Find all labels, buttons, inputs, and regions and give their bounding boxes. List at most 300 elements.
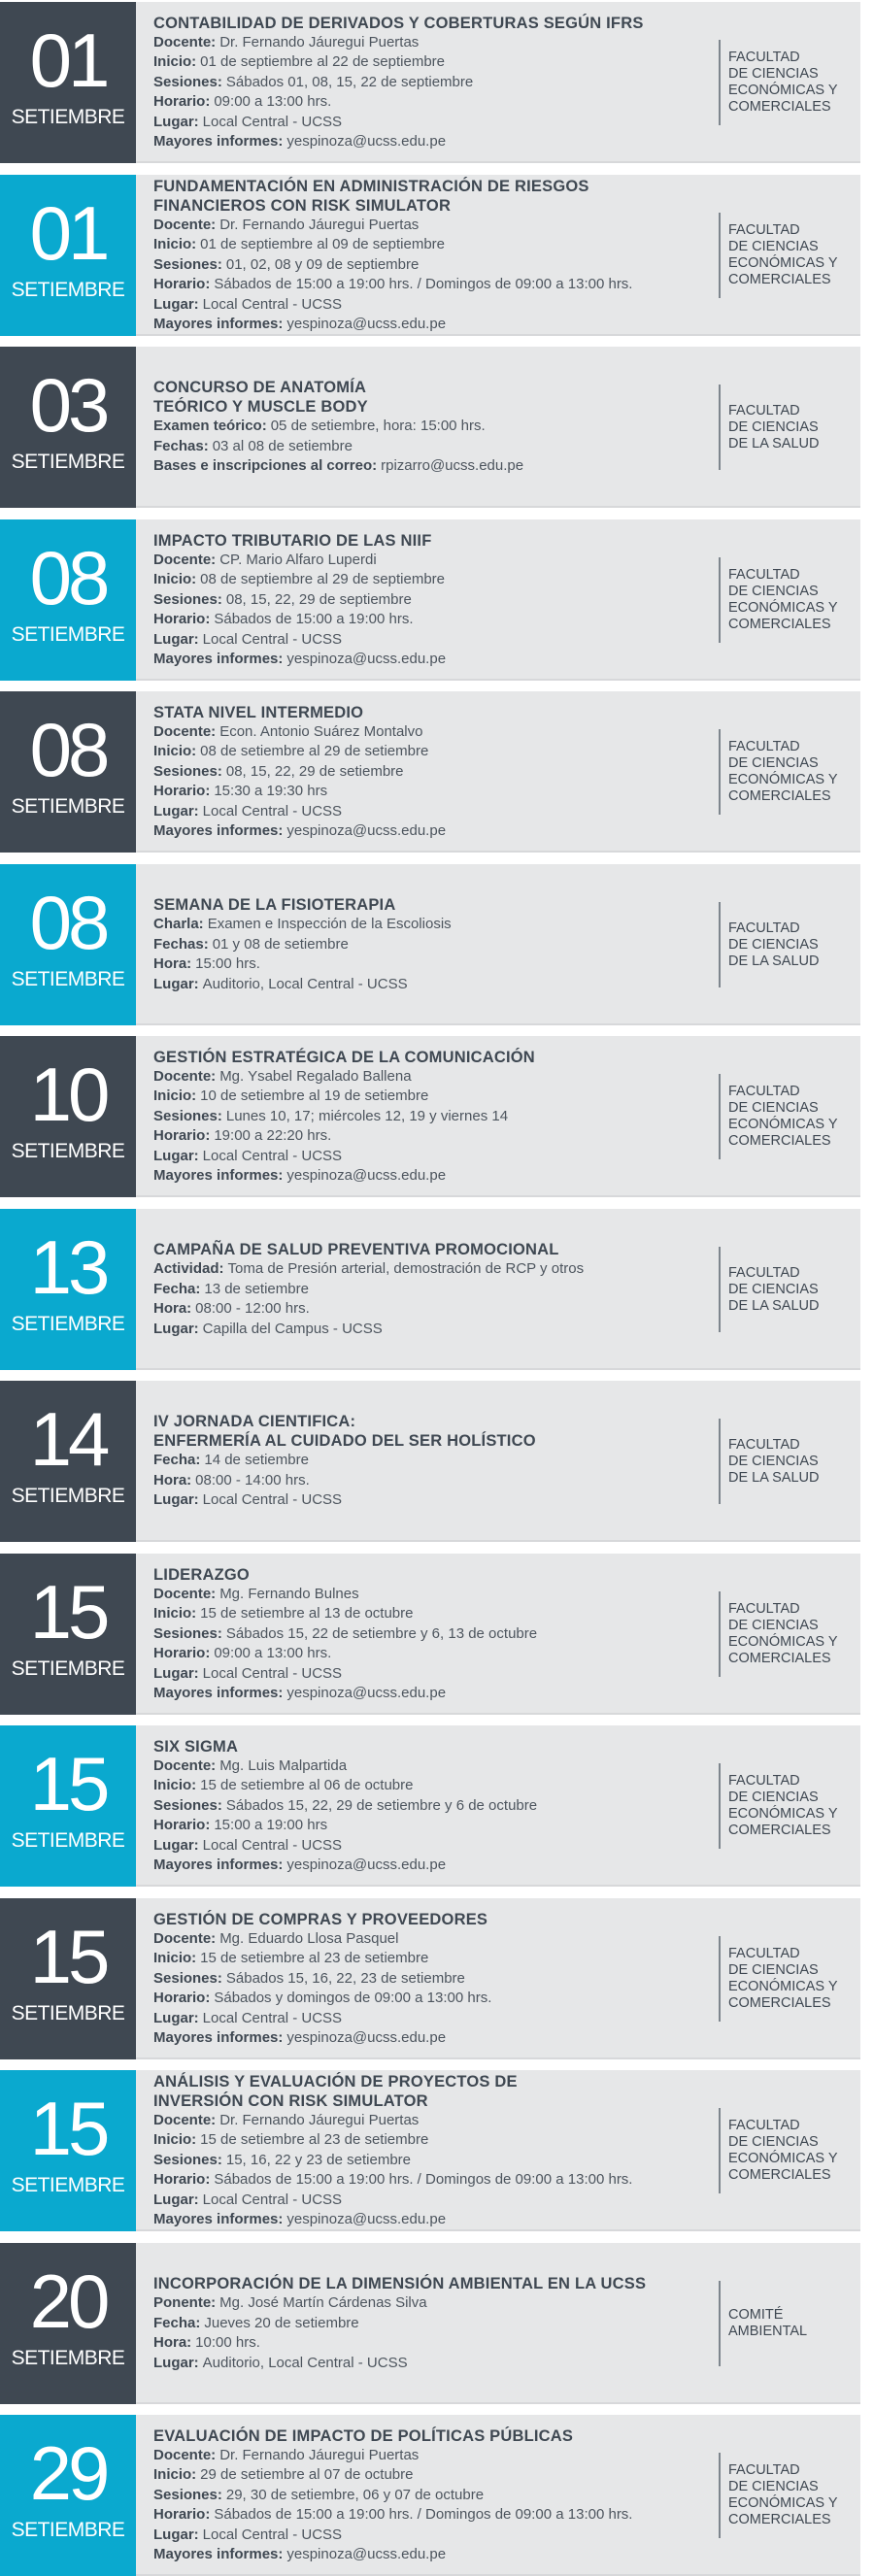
event-card [0, 2070, 860, 2231]
event-day: 01 [29, 190, 107, 276]
event-faculty [728, 691, 855, 853]
event-detail-value: Local Central - UCSS [202, 1836, 343, 1854]
event-title [153, 177, 707, 216]
event-detail-row [153, 132, 707, 152]
event-faculty-line: ECONÓMICAS Y [728, 772, 838, 787]
event-detail-label: Horario: [153, 1645, 211, 1661]
event-detail-row [153, 417, 707, 437]
event-faculty [728, 2243, 855, 2404]
event-detail-value: 08:00 - 12:00 hrs. [195, 1300, 310, 1317]
event-card [0, 1725, 860, 1887]
event-faculty-line: DE LA SALUD [728, 1297, 820, 1314]
event-faculty-line: FACULTAD [728, 567, 800, 583]
event-title-line: LIDERAZGO [153, 1565, 250, 1584]
event-detail-label: Inicio: [153, 571, 197, 587]
event-month: SETIEMBRE [11, 795, 125, 818]
event-faculty-line: COMITÉ [728, 2307, 784, 2323]
event-detail-row [153, 1684, 707, 1704]
event-title [153, 1240, 707, 1259]
event-faculty-line: COMERCIALES [728, 1651, 831, 1666]
event-detail-label: Lugar: [153, 295, 199, 313]
event-detail-label: Fecha: [153, 2314, 201, 2331]
event-detail-value: 01, 02, 08 y 09 de septiembre [225, 255, 420, 273]
event-detail-value: 15 de setiembre al 13 de octubre [200, 1605, 414, 1622]
event-detail-value: 13 de setiembre [204, 1280, 309, 1297]
event-faculty-line: ECONÓMICAS Y [728, 83, 838, 98]
event-faculty-text [728, 2118, 838, 2184]
event-detail-label: Mayores informes: [153, 1167, 284, 1184]
event-detail-value: Toma de Presión arterial, demostración de RCP y otros [227, 1260, 585, 1277]
event-divider [719, 729, 721, 815]
event-faculty [728, 1036, 855, 1197]
event-card [0, 864, 860, 1025]
event-title-line: SIX SIGMA [153, 1737, 239, 1756]
event-faculty-text [728, 1773, 838, 1839]
event-title [153, 2426, 707, 2446]
event-faculty [728, 519, 855, 681]
event-title [153, 1910, 707, 1929]
event-info [153, 1209, 707, 1370]
event-month: SETIEMBRE [11, 1485, 125, 1507]
event-details [153, 1259, 707, 1339]
event-detail-value: Local Central - UCSS [202, 2009, 343, 2026]
event-detail-label: Sesiones: [153, 1624, 222, 1642]
event-detail-value: Local Central - UCSS [202, 295, 343, 313]
event-detail-value: 15 de setiembre al 06 de octubre [200, 1777, 414, 1793]
event-detail-row [153, 1471, 707, 1491]
event-title [153, 378, 707, 417]
event-faculty [728, 347, 855, 508]
event-detail-label: Inicio: [153, 236, 197, 252]
event-title-line: ENFERMERÍA AL CUIDADO DEL SER HOLÍSTICO [153, 1432, 536, 1451]
event-date-badge [0, 1725, 136, 1887]
event-detail-value: 15:00 hrs. [195, 955, 260, 972]
event-detail-value: Sábados 01, 08, 15, 22 de septiembre [225, 73, 474, 90]
event-detail-label: Lugar: [153, 1491, 199, 1509]
event-detail-label: Sesiones: [153, 73, 222, 90]
event-detail-row [153, 954, 707, 975]
event-info [153, 347, 707, 508]
event-faculty-line: DE CIENCIAS [728, 2134, 819, 2150]
event-title-line: TEÓRICO Y MUSCLE BODY [153, 398, 368, 417]
event-detail-row [153, 610, 707, 630]
event-detail-row [153, 2505, 707, 2526]
event-date-badge [0, 1036, 136, 1197]
event-detail-label: Hora: [153, 1300, 192, 1317]
event-detail-label: Bases e inscripciones al correo: [153, 457, 378, 475]
event-info [153, 1898, 707, 2059]
event-month: SETIEMBRE [11, 1829, 125, 1852]
event-detail-value: Econ. Antonio Suárez Montalvo [219, 722, 423, 740]
event-faculty-line: DE CIENCIAS [728, 1281, 819, 1297]
event-day: 14 [29, 1396, 107, 1482]
event-detail-row [153, 295, 707, 316]
event-detail-label: Actividad: [153, 1260, 224, 1277]
event-detail-value: Mg. Luis Malpartida [219, 1756, 348, 1774]
event-detail-value: 08 de setiembre al 29 de setiembre [200, 743, 429, 759]
event-details [153, 2293, 707, 2373]
event-detail-row [153, 1664, 707, 1685]
event-faculty-text [728, 1946, 838, 2012]
event-detail-row [153, 722, 707, 743]
event-title-line: FINANCIEROS CON RISK SIMULATOR [153, 196, 452, 215]
event-detail-value: yespinoza@ucss.edu.pe [286, 651, 447, 667]
event-detail-value: Sábados 15, 22, 29 de setiembre y 6 de octubre [225, 1796, 538, 1814]
event-detail-label: Lugar: [153, 802, 199, 820]
event-detail-row [153, 975, 707, 995]
event-faculty-line: ECONÓMICAS Y [728, 1117, 838, 1132]
event-faculty-line: COMERCIALES [728, 2512, 831, 2527]
event-detail-row [153, 1451, 707, 1471]
event-detail-value: Examen e Inspección de la Escoliosis [207, 916, 452, 932]
event-detail-label: Mayores informes: [153, 1685, 284, 1701]
event-detail-row [153, 802, 707, 822]
event-detail-value: Local Central - UCSS [202, 2526, 343, 2543]
event-detail-row [153, 2151, 707, 2171]
event-faculty-line: ECONÓMICAS Y [728, 255, 838, 271]
event-faculty-line: COMERCIALES [728, 1133, 831, 1149]
event-faculty-line: COMERCIALES [728, 617, 831, 632]
event-faculty-text [728, 403, 820, 452]
event-detail-label: Horario: [153, 93, 211, 110]
event-detail-value: 08:00 - 14:00 hrs. [195, 1471, 310, 1489]
event-detail-row [153, 113, 707, 133]
event-date-badge [0, 347, 136, 508]
event-faculty-line: DE LA SALUD [728, 953, 820, 969]
event-detail-value: Local Central - UCSS [202, 1147, 343, 1164]
event-detail-value: Mg. Fernando Bulnes [219, 1585, 359, 1602]
event-title-line: CONCURSO DE ANATOMÍA [153, 379, 367, 397]
event-detail-label: Fecha: [153, 1452, 201, 1469]
event-detail-label: Fechas: [153, 935, 209, 953]
event-card [0, 2415, 860, 2576]
event-date-badge [0, 175, 136, 336]
event-detail-row [153, 2130, 707, 2151]
event-faculty [728, 1725, 855, 1887]
event-detail-row [153, 2486, 707, 2506]
event-detail-row [153, 1644, 707, 1664]
event-detail-label: Sesiones: [153, 1969, 222, 1987]
event-faculty [728, 1381, 855, 1542]
event-faculty-line: DE LA SALUD [728, 1469, 820, 1486]
event-detail-row [153, 1949, 707, 1969]
event-faculty [728, 2415, 855, 2576]
event-faculty-line: DE CIENCIAS [728, 755, 819, 771]
event-detail-row [153, 1604, 707, 1624]
event-detail-value: Local Central - UCSS [202, 630, 343, 648]
event-month: SETIEMBRE [11, 2002, 125, 2024]
event-faculty-line: DE CIENCIAS [728, 1453, 819, 1469]
event-detail-row [153, 570, 707, 590]
event-day: 10 [29, 1052, 107, 1137]
event-details [153, 417, 707, 477]
event-faculty-line: FACULTAD [728, 402, 800, 418]
event-detail-value: 05 de setiembre, hora: 15:00 hrs. [270, 418, 486, 435]
event-title-line: STATA NIVEL INTERMEDIO [153, 703, 364, 721]
event-title-line: EVALUACIÓN DE IMPACTO DE POLÍTICAS PÚBLICAS [153, 2426, 574, 2445]
event-title-line: CAMPAÑA DE SALUD PREVENTIVA PROMOCIONAL [153, 1241, 559, 1258]
event-detail-value: yespinoza@ucss.edu.pe [286, 1167, 447, 1184]
event-details [153, 1067, 707, 1187]
event-detail-label: Mayores informes: [153, 822, 284, 839]
event-detail-label: Docente: [153, 33, 217, 50]
event-detail-label: Sesiones: [153, 255, 222, 273]
event-detail-value: rpizarro@ucss.edu.pe [381, 457, 524, 475]
event-day: 08 [29, 707, 107, 792]
event-detail-label: Lugar: [153, 1664, 199, 1682]
event-day: 15 [29, 1569, 107, 1655]
event-faculty-line: ECONÓMICAS Y [728, 2151, 838, 2166]
event-detail-value: 15:30 a 19:30 hrs [214, 783, 328, 799]
event-faculty-text [728, 920, 820, 970]
event-detail-label: Inicio: [153, 743, 197, 759]
event-title [153, 1048, 707, 1067]
event-day: 15 [29, 1914, 107, 1999]
event-detail-row [153, 1929, 707, 1950]
event-detail-label: Docente: [153, 722, 217, 740]
event-detail-label: Hora: [153, 2334, 192, 2351]
event-date-badge [0, 2, 136, 163]
event-detail-label: Lugar: [153, 1320, 199, 1337]
event-card [0, 519, 860, 681]
event-detail-label: Docente: [153, 1929, 217, 1947]
event-detail-row [153, 551, 707, 571]
event-date-badge [0, 864, 136, 1025]
event-detail-value: 08, 15, 22, 29 de septiembre [225, 590, 412, 608]
event-detail-value: Sábados de 15:00 a 19:00 hrs. [214, 611, 414, 627]
event-detail-row [153, 915, 707, 935]
event-detail-label: Mayores informes: [153, 2029, 284, 2046]
event-divider [719, 2453, 721, 2538]
event-detail-label: Inicio: [153, 2131, 197, 2148]
event-detail-row [153, 2354, 707, 2374]
event-faculty-line: COMERCIALES [728, 788, 831, 804]
event-faculty-text [728, 739, 838, 805]
event-date-badge [0, 1209, 136, 1370]
event-detail-value: 14 de setiembre [204, 1452, 309, 1469]
event-faculty-text [728, 222, 838, 288]
event-detail-label: Inicio: [153, 2466, 197, 2483]
event-detail-value: Dr. Fernando Jáuregui Puertas [219, 2446, 420, 2463]
event-faculty-text [728, 1601, 838, 1667]
event-detail-row [153, 92, 707, 113]
event-title-line: INVERSIÓN CON RISK SIMULATOR [153, 2091, 428, 2110]
event-details [153, 551, 707, 670]
event-detail-label: Horario: [153, 2171, 211, 2188]
event-faculty [728, 2, 855, 163]
event-detail-row [153, 1259, 707, 1280]
event-faculty-line: FACULTAD [728, 1264, 800, 1281]
event-details [153, 915, 707, 994]
event-detail-label: Docente: [153, 1067, 217, 1085]
event-title-line: IMPACTO TRIBUTARIO DE LAS NIIF [153, 531, 432, 550]
event-detail-value: Sábados y domingos de 09:00 a 13:00 hrs. [214, 1990, 492, 2006]
event-detail-row [153, 2465, 707, 2486]
event-detail-row [153, 1989, 707, 2009]
event-detail-value: 09:00 a 13:00 hrs. [214, 93, 332, 110]
event-detail-label: Lugar: [153, 2354, 199, 2371]
event-detail-row [153, 2545, 707, 2565]
event-detail-label: Docente: [153, 551, 217, 568]
event-detail-value: Dr. Fernando Jáuregui Puertas [219, 33, 420, 50]
event-faculty-line: ECONÓMICAS Y [728, 1634, 838, 1650]
event-month: SETIEMBRE [11, 1657, 125, 1680]
event-detail-value: yespinoza@ucss.edu.pe [286, 316, 447, 332]
event-card [0, 175, 860, 336]
event-detail-row [153, 1280, 707, 1300]
event-month: SETIEMBRE [11, 106, 125, 128]
event-faculty [728, 2070, 855, 2231]
event-day: 15 [29, 1741, 107, 1826]
event-detail-row [153, 235, 707, 255]
event-date-badge [0, 2243, 136, 2404]
event-month: SETIEMBRE [11, 1313, 125, 1335]
event-detail-value: yespinoza@ucss.edu.pe [286, 822, 447, 839]
event-detail-label: Inicio: [153, 1087, 197, 1104]
event-detail-row [153, 1836, 707, 1857]
event-day: 08 [29, 535, 107, 620]
event-detail-label: Docente: [153, 1756, 217, 1774]
event-detail-label: Horario: [153, 611, 211, 627]
event-faculty-line: ECONÓMICAS Y [728, 1979, 838, 1994]
event-detail-row [153, 821, 707, 842]
event-detail-row [153, 742, 707, 762]
event-card [0, 1209, 860, 1370]
event-divider [719, 1419, 721, 1504]
event-title [153, 703, 707, 722]
event-detail-value: 01 de septiembre al 09 de septiembre [200, 236, 445, 252]
event-faculty [728, 1898, 855, 2059]
event-detail-label: Horario: [153, 1990, 211, 2006]
event-detail-label: Lugar: [153, 2526, 199, 2543]
event-month: SETIEMBRE [11, 451, 125, 473]
event-detail-value: 15 de setiembre al 23 de setiembre [200, 2131, 429, 2148]
event-detail-row [153, 1624, 707, 1645]
event-detail-value: Dr. Fernando Jáuregui Puertas [219, 2111, 420, 2128]
event-faculty-line: DE CIENCIAS [728, 1100, 819, 1116]
event-info [153, 691, 707, 853]
event-detail-row [153, 2293, 707, 2314]
event-detail-label: Lugar: [153, 1147, 199, 1164]
event-detail-row [153, 782, 707, 802]
event-faculty [728, 175, 855, 336]
event-faculty-text [728, 1084, 838, 1150]
event-detail-label: Mayores informes: [153, 316, 284, 332]
event-faculty-line: ECONÓMICAS Y [728, 2495, 838, 2511]
event-faculty [728, 1209, 855, 1370]
event-detail-value: yespinoza@ucss.edu.pe [286, 1685, 447, 1701]
event-divider [719, 40, 721, 125]
event-faculty-line: ECONÓMICAS Y [728, 1806, 838, 1822]
event-detail-value: Mg. Eduardo Llosa Pasquel [219, 1929, 399, 1947]
event-detail-label: Mayores informes: [153, 2211, 284, 2227]
event-detail-row [153, 2009, 707, 2029]
event-divider [719, 902, 721, 987]
event-title [153, 2274, 707, 2293]
event-detail-label: Sesiones: [153, 762, 222, 780]
event-day: 20 [29, 2258, 107, 2344]
event-detail-value: yespinoza@ucss.edu.pe [286, 2211, 447, 2227]
event-detail-row [153, 1299, 707, 1320]
event-detail-row [153, 437, 707, 457]
event-faculty-line: COMERCIALES [728, 99, 831, 115]
event-detail-value: 01 y 08 de setiembre [212, 935, 349, 953]
event-faculty-line: DE CIENCIAS [728, 2479, 819, 2494]
event-detail-row [153, 1816, 707, 1836]
event-divider [719, 1074, 721, 1159]
event-info [153, 2070, 707, 2231]
event-detail-label: Mayores informes: [153, 651, 284, 667]
event-detail-label: Inicio: [153, 1605, 197, 1622]
event-info [153, 2415, 707, 2576]
event-title [153, 14, 707, 33]
event-detail-row [153, 1490, 707, 1511]
event-faculty-line: FACULTAD [728, 2118, 800, 2133]
event-detail-row [153, 2170, 707, 2191]
event-divider [719, 557, 721, 643]
event-detail-row [153, 2526, 707, 2546]
event-month: SETIEMBRE [11, 2174, 125, 2196]
event-card [0, 347, 860, 508]
event-detail-label: Docente: [153, 216, 217, 233]
event-detail-label: Inicio: [153, 1777, 197, 1793]
event-divider [719, 1247, 721, 1332]
event-info [153, 1036, 707, 1197]
event-detail-row [153, 2111, 707, 2131]
event-detail-value: Local Central - UCSS [202, 1664, 343, 1682]
event-info [153, 2, 707, 163]
event-detail-label: Lugar: [153, 630, 199, 648]
event-detail-value: Sábados 15, 22 de setiembre y 6, 13 de octubre [225, 1624, 538, 1642]
event-date-badge [0, 2415, 136, 2576]
event-detail-row [153, 1067, 707, 1087]
event-detail-row [153, 2028, 707, 2049]
event-info [153, 2243, 707, 2404]
event-title [153, 531, 707, 551]
event-detail-value: 19:00 a 22:20 hrs. [214, 1127, 332, 1144]
event-faculty-line: COMERCIALES [728, 2167, 831, 2183]
event-faculty-line: FACULTAD [728, 222, 800, 238]
event-details [153, 722, 707, 842]
event-detail-row [153, 1856, 707, 1876]
event-detail-row [153, 216, 707, 236]
event-detail-row [153, 73, 707, 93]
event-detail-value: Sábados de 15:00 a 19:00 hrs. / Domingos de 09:00 a 13:00 hrs. [214, 276, 633, 292]
event-month: SETIEMBRE [11, 2519, 125, 2541]
event-detail-value: 10 de setiembre al 19 de setiembre [200, 1087, 429, 1104]
event-detail-value: 15 de setiembre al 23 de setiembre [200, 1950, 429, 1966]
event-detail-value: 15, 16, 22 y 23 de setiembre [225, 2151, 411, 2168]
event-detail-value: 08, 15, 22, 29 de setiembre [225, 762, 404, 780]
event-details [153, 33, 707, 152]
event-month: SETIEMBRE [11, 623, 125, 646]
event-detail-row [153, 33, 707, 53]
event-details [153, 216, 707, 335]
event-date-badge [0, 1898, 136, 2059]
event-faculty-line: COMERCIALES [728, 1995, 831, 2011]
event-faculty-text [728, 2307, 807, 2340]
event-detail-label: Docente: [153, 2446, 217, 2463]
event-title [153, 1737, 707, 1756]
event-detail-row [153, 1126, 707, 1147]
event-faculty-line: DE CIENCIAS [728, 1962, 819, 1978]
event-detail-label: Sesiones: [153, 590, 222, 608]
event-detail-value: Mg. Ysabel Regalado Ballena [219, 1067, 412, 1085]
event-detail-label: Horario: [153, 1127, 211, 1144]
event-day: 29 [29, 2430, 107, 2516]
event-detail-label: Horario: [153, 783, 211, 799]
event-faculty-line: AMBIENTAL [728, 2324, 808, 2339]
